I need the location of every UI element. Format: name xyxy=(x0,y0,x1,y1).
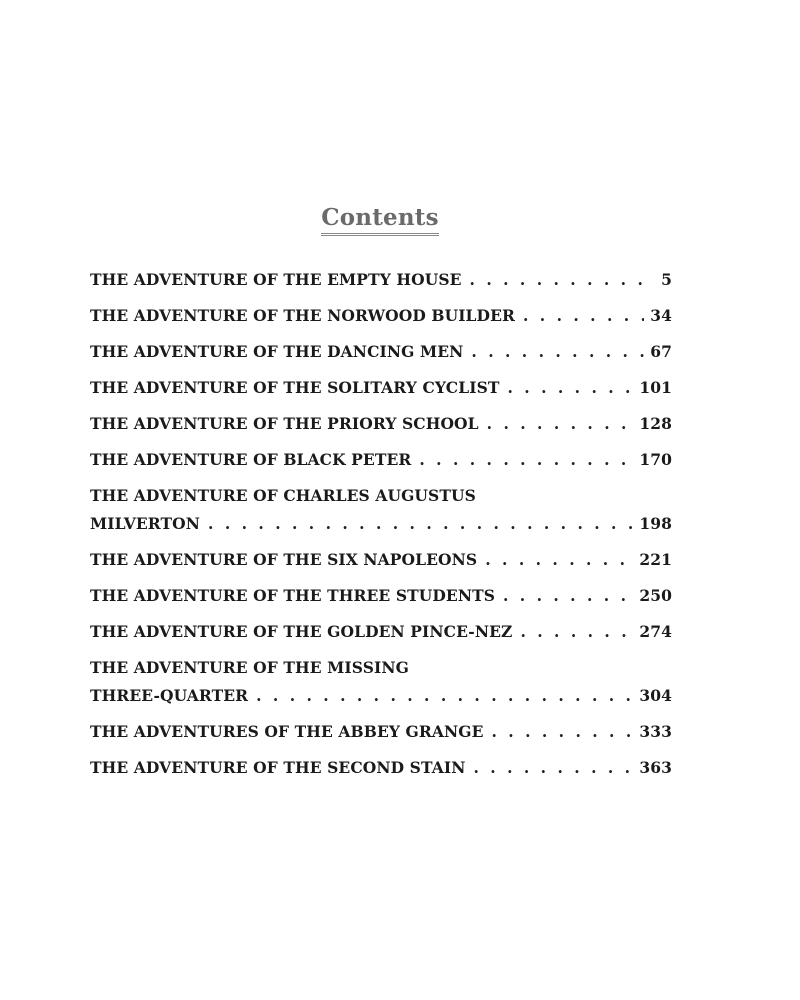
toc-entry-title: THE ADVENTURE OF THE GOLDEN PINCE-NEZ xyxy=(90,622,513,641)
toc-line xyxy=(90,266,672,294)
toc-entry-title: THE ADVENTURE OF THE SECOND STAIN xyxy=(90,758,466,777)
dot-leader xyxy=(523,302,644,330)
toc-line xyxy=(90,446,672,474)
dot-leader xyxy=(256,682,633,710)
toc-entry-title-line1: THE ADVENTURE OF THE MISSING xyxy=(90,658,409,677)
toc-entry[interactable] xyxy=(90,410,672,438)
toc-line xyxy=(90,718,672,746)
toc-page-number: 34 xyxy=(650,306,672,325)
toc-page-number: 101 xyxy=(639,378,672,397)
toc-line xyxy=(90,510,672,538)
toc-page-number: 198 xyxy=(639,514,672,533)
toc-entry[interactable] xyxy=(90,582,672,610)
toc-line xyxy=(90,618,672,646)
dot-leader xyxy=(487,410,634,438)
toc-entry-title: THE ADVENTURES OF THE ABBEY GRANGE xyxy=(90,722,484,741)
toc-page-number: 67 xyxy=(650,342,672,361)
toc-entry-title: THE ADVENTURE OF THE SOLITARY CYCLIST xyxy=(90,378,500,397)
dot-leader xyxy=(474,754,634,782)
toc-entry[interactable] xyxy=(90,374,672,402)
toc-page-number: 304 xyxy=(639,686,672,705)
toc-entry[interactable] xyxy=(90,754,672,782)
contents-heading xyxy=(0,204,760,236)
toc-entry[interactable] xyxy=(90,718,672,746)
toc-line xyxy=(90,374,672,402)
toc-page-number: 333 xyxy=(639,722,672,741)
toc-entry-title: THE ADVENTURE OF THE PRIORY SCHOOL xyxy=(90,414,479,433)
toc-line xyxy=(90,682,672,710)
toc-page-number: 274 xyxy=(639,622,672,641)
toc-entry[interactable] xyxy=(90,338,672,366)
toc-page-number: 128 xyxy=(639,414,672,433)
toc-entry-title: THE ADVENTURE OF THE SIX NAPOLEONS xyxy=(90,550,478,569)
dot-leader xyxy=(520,618,633,646)
toc-entry-title-line1: THE ADVENTURE OF CHARLES AUGUSTUS xyxy=(90,486,476,505)
dot-leader xyxy=(492,718,634,746)
toc-entry-title: THE ADVENTURE OF THE THREE STUDENTS xyxy=(90,586,496,605)
toc-entry[interactable] xyxy=(90,302,672,330)
toc-entry-title: THE ADVENTURE OF THE NORWOOD BUILDER xyxy=(90,306,515,325)
toc-entry[interactable] xyxy=(90,266,672,294)
toc-entry[interactable] xyxy=(90,482,672,538)
toc-line xyxy=(90,410,672,438)
toc-page-number: 5 xyxy=(661,270,672,289)
toc-entry-title: THE ADVENTURE OF THE DANCING MEN xyxy=(90,342,464,361)
toc-page-number: 250 xyxy=(639,586,672,605)
dot-leader xyxy=(471,338,644,366)
toc-page-number: 170 xyxy=(639,450,672,469)
toc-entry-title: THE ADVENTURE OF BLACK PETER xyxy=(90,450,412,469)
dot-leader xyxy=(419,446,633,474)
table-of-contents xyxy=(90,266,672,790)
dot-leader xyxy=(508,374,634,402)
toc-entry[interactable] xyxy=(90,618,672,646)
toc-page-number: 221 xyxy=(639,550,672,569)
toc-line xyxy=(90,754,672,782)
contents-heading-text: Contents xyxy=(321,204,439,236)
toc-entry-title: THE ADVENTURE OF THE EMPTY HOUSE xyxy=(90,270,462,289)
dot-leader xyxy=(208,510,633,538)
toc-page-number: 363 xyxy=(639,758,672,777)
toc-entry[interactable] xyxy=(90,446,672,474)
dot-leader xyxy=(503,582,633,610)
toc-entry[interactable] xyxy=(90,654,672,710)
dot-leader xyxy=(470,266,656,294)
toc-line xyxy=(90,582,672,610)
dot-leader xyxy=(485,546,633,574)
toc-line xyxy=(90,546,672,574)
toc-line xyxy=(90,338,672,366)
toc-entry[interactable] xyxy=(90,546,672,574)
toc-line xyxy=(90,302,672,330)
toc-entry-title: MILVERTON xyxy=(90,514,201,533)
toc-entry-title: THREE-QUARTER xyxy=(90,686,249,705)
